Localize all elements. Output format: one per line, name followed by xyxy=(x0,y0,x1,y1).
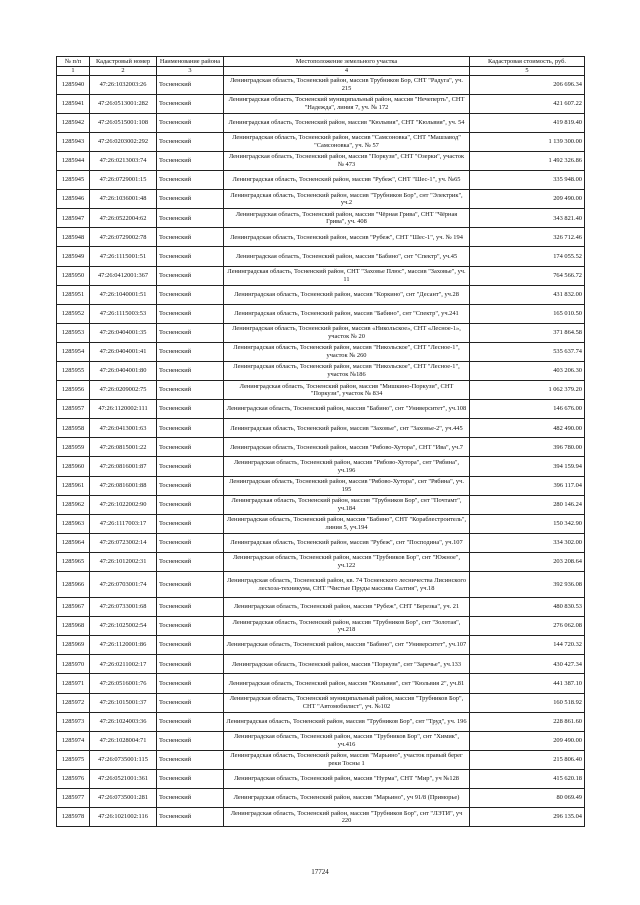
cell-cadastral-value: 209 490.00 xyxy=(470,190,585,209)
cell-cadastral-number: 47:26:1040001:51 xyxy=(90,285,157,304)
table-row xyxy=(57,304,585,323)
cell-location: Ленинградская область, Тосненский район, массив "Марьино", участок правый берег реки Тосны 1 xyxy=(224,750,470,769)
cell-location: Ленинградская область, Тосненский район, массив "Трубников Бор", снт "Электрик", уч.2 xyxy=(224,190,470,209)
table-row xyxy=(57,769,585,788)
cell-district: Тосненский xyxy=(157,552,224,571)
cell-cadastral-value: 1 062 379.20 xyxy=(470,381,585,400)
cell-cadastral-number: 47:26:1117003:17 xyxy=(90,514,157,533)
table-row xyxy=(57,674,585,693)
cell-cadastral-value: 392 936.08 xyxy=(470,572,585,598)
table-row xyxy=(57,636,585,655)
cell-district: Тосненский xyxy=(157,495,224,514)
cell-location: Ленинградская область, Тосненский район, массив "Рубеж", СНТ "Шес-1", уч. № 194 xyxy=(224,228,470,247)
cell-number: 1285974 xyxy=(57,731,90,750)
cell-number: 1285973 xyxy=(57,712,90,731)
cell-number: 1285976 xyxy=(57,769,90,788)
cell-cadastral-value: 276 062.08 xyxy=(470,617,585,636)
table-row xyxy=(57,132,585,151)
cell-number: 1285944 xyxy=(57,151,90,170)
cell-location: Ленинградская область, Тосненский район, массив "Поркузи", СНТ "Озерки", участок № 473 xyxy=(224,151,470,170)
cell-location: Ленинградская область, Тосненский район, массив "Бабино", снт "Спектр", уч.45 xyxy=(224,247,470,266)
cell-cadastral-value: 371 864.58 xyxy=(470,323,585,342)
cell-cadastral-value: 430 427.34 xyxy=(470,655,585,674)
header-number: № п/п xyxy=(57,57,90,67)
cell-location: Ленинградская область, Тосненский район, массив Трубников Бор, СНТ "Радуга", уч. 215 xyxy=(224,75,470,94)
cell-cadastral-value: 280 146.24 xyxy=(470,495,585,514)
table-row xyxy=(57,457,585,476)
cell-location: Ленинградская область, Тосненский район, массив "Поркузи", снт "Заречье", уч.133 xyxy=(224,655,470,674)
cell-cadastral-value: 335 948.00 xyxy=(470,171,585,190)
cell-district: Тосненский xyxy=(157,750,224,769)
cell-location: Ленинградская область, Тосненский район, массив "Рябово-Хутора", снт "Рябина", уч.196 xyxy=(224,457,470,476)
table-row xyxy=(57,731,585,750)
cell-cadastral-number: 47:26:0723002:14 xyxy=(90,533,157,552)
cell-cadastral-number: 47:26:1025002:54 xyxy=(90,617,157,636)
table-row xyxy=(57,171,585,190)
cell-number: 1285946 xyxy=(57,190,90,209)
table-row xyxy=(57,693,585,712)
header-location: Местоположение земельного участка xyxy=(224,57,470,67)
cell-cadastral-number: 47:26:0203002:292 xyxy=(90,132,157,151)
cell-cadastral-number: 47:26:1021002:116 xyxy=(90,808,157,827)
cell-number: 1285954 xyxy=(57,342,90,361)
table-row xyxy=(57,617,585,636)
cell-location: Ленинградская область, Тосненский район, массив "Нурма", СНТ "Мир", уч №128 xyxy=(224,769,470,788)
cell-cadastral-value: 144 720.32 xyxy=(470,636,585,655)
cell-number: 1285951 xyxy=(57,285,90,304)
table-row xyxy=(57,209,585,228)
table-row xyxy=(57,808,585,827)
cell-cadastral-value: 480 830.53 xyxy=(470,598,585,617)
cell-district: Тосненский xyxy=(157,323,224,342)
cell-number: 1285972 xyxy=(57,693,90,712)
cell-number: 1285940 xyxy=(57,75,90,94)
cell-cadastral-value: 203 208.64 xyxy=(470,552,585,571)
cell-location: Ленинградская область, Тосненский район, массив "Рубеж", снт "Посподина", уч.107 xyxy=(224,533,470,552)
cell-cadastral-value: 326 712.46 xyxy=(470,228,585,247)
cell-location: Ленинградская область, Тосненский муниципальный район, массив "Нечеперть", СНТ "Надежда", линия 7, уч. № 172 xyxy=(224,94,470,113)
cell-cadastral-number: 47:26:0815001:22 xyxy=(90,438,157,457)
cell-location: Ленинградская область, Тосненский район, массив "Никольское", СНТ "Лесное-1", участок №186 xyxy=(224,362,470,381)
cell-number: 1285960 xyxy=(57,457,90,476)
cell-location: Ленинградская область, Тосненский район, массив «Никольское», СНТ «Лесное-1», участок № 20 xyxy=(224,323,470,342)
cell-location: Ленинградская область, Тосненский район, массив "Рябово-Хутора", СНТ "Ива", уч.7 xyxy=(224,438,470,457)
table-row xyxy=(57,247,585,266)
cell-location: Ленинградская область, Тосненский район, массив "Заховье", снт "Заховье-2", уч.445 xyxy=(224,419,470,438)
cell-district: Тосненский xyxy=(157,228,224,247)
cell-number: 1285955 xyxy=(57,362,90,381)
cell-location: Ленинградская область, Тосненский район, массив "Трубников Бор", снт "Труд", уч. 196 xyxy=(224,712,470,731)
column-number-5: 5 xyxy=(470,67,585,76)
cell-cadastral-value: 421 607.22 xyxy=(470,94,585,113)
cell-number: 1285965 xyxy=(57,552,90,571)
cell-location: Ленинградская область, Тосненский район, массив "Рябово-Хутора", снт "Рябина", уч. 195 xyxy=(224,476,470,495)
cell-cadastral-value: 160 518.92 xyxy=(470,693,585,712)
cell-cadastral-number: 47:26:0515001:108 xyxy=(90,113,157,132)
table-row xyxy=(57,285,585,304)
cell-location: Ленинградская область, Тосненский район, массив "Мишкино-Поркузи", СНТ "Поркузи", участок № 834 xyxy=(224,381,470,400)
cell-district: Тосненский xyxy=(157,304,224,323)
cell-number: 1285963 xyxy=(57,514,90,533)
table-row xyxy=(57,750,585,769)
cell-location: Ленинградская область, Тосненский район, массив "Чёрная Грива", СНТ "Чёрная Грива", уч. 408 xyxy=(224,209,470,228)
cell-cadastral-value: 403 206.30 xyxy=(470,362,585,381)
cell-cadastral-value: 394 159.94 xyxy=(470,457,585,476)
column-number-4: 4 xyxy=(224,67,470,76)
cell-cadastral-number: 47:26:0703001:74 xyxy=(90,572,157,598)
cell-location: Ленинградская область, Тосненский район, массив "Рубеж", СНТ "Шес-1", уч. №65 xyxy=(224,171,470,190)
cell-district: Тосненский xyxy=(157,769,224,788)
header-cadastral-number: Кадастровый номер xyxy=(90,57,157,67)
cell-number: 1285957 xyxy=(57,400,90,419)
table-row xyxy=(57,572,585,598)
cell-cadastral-number: 47:26:0209002:75 xyxy=(90,381,157,400)
cell-number: 1285942 xyxy=(57,113,90,132)
cell-cadastral-value: 482 490.00 xyxy=(470,419,585,438)
cell-cadastral-value: 431 832.00 xyxy=(470,285,585,304)
cell-location: Ленинградская область, Тосненский район, массив "Бабино", снт "Спектр", уч.241 xyxy=(224,304,470,323)
cell-number: 1285962 xyxy=(57,495,90,514)
cell-district: Тосненский xyxy=(157,209,224,228)
cell-cadastral-number: 47:26:1028004:71 xyxy=(90,731,157,750)
cell-district: Тосненский xyxy=(157,514,224,533)
table-row xyxy=(57,514,585,533)
cell-cadastral-number: 47:26:0404001:41 xyxy=(90,342,157,361)
table-row xyxy=(57,712,585,731)
cell-cadastral-value: 296 135.04 xyxy=(470,808,585,827)
cell-location: Ленинградская область, Тосненский район, массив "Трубников Бор", снт "Почтамт", уч.184 xyxy=(224,495,470,514)
table-body xyxy=(57,75,585,827)
table-row xyxy=(57,75,585,94)
cell-number: 1285961 xyxy=(57,476,90,495)
cell-district: Тосненский xyxy=(157,674,224,693)
cell-number: 1285978 xyxy=(57,808,90,827)
table-row xyxy=(57,476,585,495)
cell-location: Ленинградская область, Тосненский район, кв. 74 Тосненского лесничества Лисинского лесхоза-техникума, СНТ "Чистые Пруды массива Салтия", уч.18 xyxy=(224,572,470,598)
table-row xyxy=(57,788,585,807)
cell-district: Тосненский xyxy=(157,381,224,400)
cell-cadastral-value: 80 069.49 xyxy=(470,788,585,807)
cell-cadastral-number: 47:26:0735001:281 xyxy=(90,788,157,807)
cell-number: 1285953 xyxy=(57,323,90,342)
cell-cadastral-number: 47:26:0211002:17 xyxy=(90,655,157,674)
cell-cadastral-number: 47:26:1036001:48 xyxy=(90,190,157,209)
cell-district: Тосненский xyxy=(157,476,224,495)
table-row xyxy=(57,266,585,285)
cell-cadastral-value: 206 696.34 xyxy=(470,75,585,94)
cell-district: Тосненский xyxy=(157,151,224,170)
cell-cadastral-number: 47:26:1120002:111 xyxy=(90,400,157,419)
cell-location: Ленинградская область, Тосненский муниципальный район, массив "Трубников Бор", СНТ "Автомобилист", уч. №102 xyxy=(224,693,470,712)
cell-number: 1285964 xyxy=(57,533,90,552)
table-row xyxy=(57,362,585,381)
cell-number: 1285970 xyxy=(57,655,90,674)
cell-cadastral-number: 47:26:1120001:86 xyxy=(90,636,157,655)
column-number-3: 3 xyxy=(157,67,224,76)
cell-cadastral-number: 47:26:0404001:35 xyxy=(90,323,157,342)
cell-cadastral-value: 343 821.40 xyxy=(470,209,585,228)
cell-number: 1285952 xyxy=(57,304,90,323)
cell-cadastral-number: 47:26:1032003:26 xyxy=(90,75,157,94)
table-row xyxy=(57,228,585,247)
table-row xyxy=(57,419,585,438)
cadastral-value-table xyxy=(56,56,585,827)
cell-number: 1285956 xyxy=(57,381,90,400)
cell-district: Тосненский xyxy=(157,788,224,807)
cell-cadastral-value: 415 620.18 xyxy=(470,769,585,788)
table-row xyxy=(57,655,585,674)
cell-cadastral-number: 47:26:1015001:37 xyxy=(90,693,157,712)
cell-cadastral-number: 47:26:0404001:80 xyxy=(90,362,157,381)
cell-cadastral-value: 1 492 326.86 xyxy=(470,151,585,170)
table-row xyxy=(57,552,585,571)
cell-district: Тосненский xyxy=(157,400,224,419)
cell-cadastral-value: 764 566.72 xyxy=(470,266,585,285)
cell-cadastral-value: 174 055.52 xyxy=(470,247,585,266)
cell-cadastral-value: 215 806.40 xyxy=(470,750,585,769)
cell-district: Тосненский xyxy=(157,457,224,476)
cell-location: Ленинградская область, Тосненский район, массив "Самсоновка", СНТ "Машзавод" "Самсоновка", уч. № 57 xyxy=(224,132,470,151)
cell-number: 1285959 xyxy=(57,438,90,457)
table-row xyxy=(57,533,585,552)
cell-location: Ленинградская область, Тосненский район, массив "Бабино", снт "Университет", уч.108 xyxy=(224,400,470,419)
header-district: Наименование района xyxy=(157,57,224,67)
cell-district: Тосненский xyxy=(157,266,224,285)
cell-location: Ленинградская область, Тосненский район, массив "Никольское", СНТ "Лесное-1", участок № 260 xyxy=(224,342,470,361)
cell-cadastral-value: 535 637.74 xyxy=(470,342,585,361)
table-row xyxy=(57,94,585,113)
table-row xyxy=(57,495,585,514)
cell-cadastral-value: 228 861.60 xyxy=(470,712,585,731)
cell-number: 1285967 xyxy=(57,598,90,617)
cell-cadastral-number: 47:26:0735001:115 xyxy=(90,750,157,769)
cell-cadastral-number: 47:26:0521001:361 xyxy=(90,769,157,788)
cell-cadastral-number: 47:26:1012002:31 xyxy=(90,552,157,571)
cell-cadastral-number: 47:26:0729002:78 xyxy=(90,228,157,247)
cell-district: Тосненский xyxy=(157,438,224,457)
cell-cadastral-number: 47:26:1115003:53 xyxy=(90,304,157,323)
cell-location: Ленинградская область, Тосненский район, массив "Рубеж", СНТ "Березка", уч. 21 xyxy=(224,598,470,617)
cell-district: Тосненский xyxy=(157,342,224,361)
column-number-2: 2 xyxy=(90,67,157,76)
cell-cadastral-value: 165 010.50 xyxy=(470,304,585,323)
cell-district: Тосненский xyxy=(157,731,224,750)
cell-location: Ленинградская область, Тосненский район, массив "Марьино", уч 91/8 (Приморье) xyxy=(224,788,470,807)
cell-location: Ленинградская область, Тосненский район, массив "Трубников Бор", снт "Золотая", уч.218 xyxy=(224,617,470,636)
cell-district: Тосненский xyxy=(157,617,224,636)
table-row xyxy=(57,400,585,419)
cell-location: Ленинградская область, Тосненский район, массив "Трубников Бор", снт "Южное", уч.122 xyxy=(224,552,470,571)
cell-district: Тосненский xyxy=(157,190,224,209)
cell-location: Ленинградская область, Тосненский район, массив "Трубников Бор", снт "ЛЭТИ", уч 220 xyxy=(224,808,470,827)
cell-district: Тосненский xyxy=(157,693,224,712)
cell-district: Тосненский xyxy=(157,247,224,266)
table-row xyxy=(57,598,585,617)
cell-number: 1285943 xyxy=(57,132,90,151)
cell-district: Тосненский xyxy=(157,362,224,381)
table-row xyxy=(57,323,585,342)
cell-number: 1285941 xyxy=(57,94,90,113)
cell-location: Ленинградская область, Тосненский район, массив "Коркино", снт "Десант", уч.28 xyxy=(224,285,470,304)
cell-district: Тосненский xyxy=(157,94,224,113)
cell-district: Тосненский xyxy=(157,419,224,438)
cell-cadastral-number: 47:26:0729001:15 xyxy=(90,171,157,190)
cell-district: Тосненский xyxy=(157,598,224,617)
cell-location: Ленинградская область, Тосненский район, массив "Бабино", снт "Университет", уч.107 xyxy=(224,636,470,655)
cell-cadastral-number: 47:26:1022002:90 xyxy=(90,495,157,514)
header-cadastral-value: Кадастровая стоимость, руб. xyxy=(470,57,585,67)
cell-number: 1285950 xyxy=(57,266,90,285)
cell-cadastral-number: 47:26:0412001:367 xyxy=(90,266,157,285)
cell-cadastral-value: 1 139 300.00 xyxy=(470,132,585,151)
table-row xyxy=(57,190,585,209)
table-column-numbers-row xyxy=(57,67,585,76)
cell-cadastral-number: 47:26:0522004:62 xyxy=(90,209,157,228)
cell-number: 1285975 xyxy=(57,750,90,769)
cell-cadastral-value: 334 302.00 xyxy=(470,533,585,552)
cell-location: Ленинградская область, Тосненский район, СНТ "Заховье Плюс", массив "Заховье", уч. 11 xyxy=(224,266,470,285)
cell-cadastral-number: 47:26:1115001:51 xyxy=(90,247,157,266)
cell-district: Тосненский xyxy=(157,132,224,151)
cell-district: Тосненский xyxy=(157,285,224,304)
cell-cadastral-value: 146 676.00 xyxy=(470,400,585,419)
cell-number: 1285947 xyxy=(57,209,90,228)
cell-district: Тосненский xyxy=(157,712,224,731)
cell-district: Тосненский xyxy=(157,808,224,827)
cell-district: Тосненский xyxy=(157,572,224,598)
cell-cadastral-value: 441 387.10 xyxy=(470,674,585,693)
cell-cadastral-number: 47:26:0413001:63 xyxy=(90,419,157,438)
cell-location: Ленинградская область, Тосненский район, массив "Кюльвия", СНТ "Кюльвия", уч. 54 xyxy=(224,113,470,132)
cell-number: 1285949 xyxy=(57,247,90,266)
cell-location: Ленинградская область, Тосненский район, массив "Бабино", СНТ "Кораблестроитель", линия 5, уч.194 xyxy=(224,514,470,533)
cell-location: Ленинградская область, Тосненский район, массив "Кюльвия", снт "Кюльвия 2", уч.81 xyxy=(224,674,470,693)
cell-district: Тосненский xyxy=(157,113,224,132)
table-row xyxy=(57,113,585,132)
cell-cadastral-value: 209 490.00 xyxy=(470,731,585,750)
cell-cadastral-value: 396 780.00 xyxy=(470,438,585,457)
cell-cadastral-number: 47:26:0816001:88 xyxy=(90,476,157,495)
cell-district: Тосненский xyxy=(157,171,224,190)
cell-cadastral-number: 47:26:0816001:87 xyxy=(90,457,157,476)
cell-number: 1285945 xyxy=(57,171,90,190)
cell-district: Тосненский xyxy=(157,533,224,552)
column-number-1: 1 xyxy=(57,67,90,76)
cell-number: 1285969 xyxy=(57,636,90,655)
cell-number: 1285977 xyxy=(57,788,90,807)
cell-cadastral-value: 419 819.40 xyxy=(470,113,585,132)
cell-district: Тосненский xyxy=(157,636,224,655)
table-row xyxy=(57,381,585,400)
cell-number: 1285971 xyxy=(57,674,90,693)
cell-cadastral-value: 396 117.04 xyxy=(470,476,585,495)
cell-cadastral-number: 47:26:0733001:68 xyxy=(90,598,157,617)
cell-district: Тосненский xyxy=(157,655,224,674)
cell-cadastral-value: 150 342.90 xyxy=(470,514,585,533)
cell-number: 1285958 xyxy=(57,419,90,438)
cell-cadastral-number: 47:26:0213003:74 xyxy=(90,151,157,170)
cell-cadastral-number: 47:26:1024003:36 xyxy=(90,712,157,731)
page-number: 17724 xyxy=(311,868,329,876)
cell-cadastral-number: 47:26:0513001:282 xyxy=(90,94,157,113)
table-row xyxy=(57,438,585,457)
cell-location: Ленинградская область, Тосненский район, массив "Трубников Бор", снт "Химик", уч.416 xyxy=(224,731,470,750)
cell-district: Тосненский xyxy=(157,75,224,94)
cell-number: 1285948 xyxy=(57,228,90,247)
cell-cadastral-number: 47:26:0516001:76 xyxy=(90,674,157,693)
cell-number: 1285968 xyxy=(57,617,90,636)
cell-number: 1285966 xyxy=(57,572,90,598)
table-row xyxy=(57,151,585,170)
table-row xyxy=(57,342,585,361)
table-header-row xyxy=(57,57,585,67)
